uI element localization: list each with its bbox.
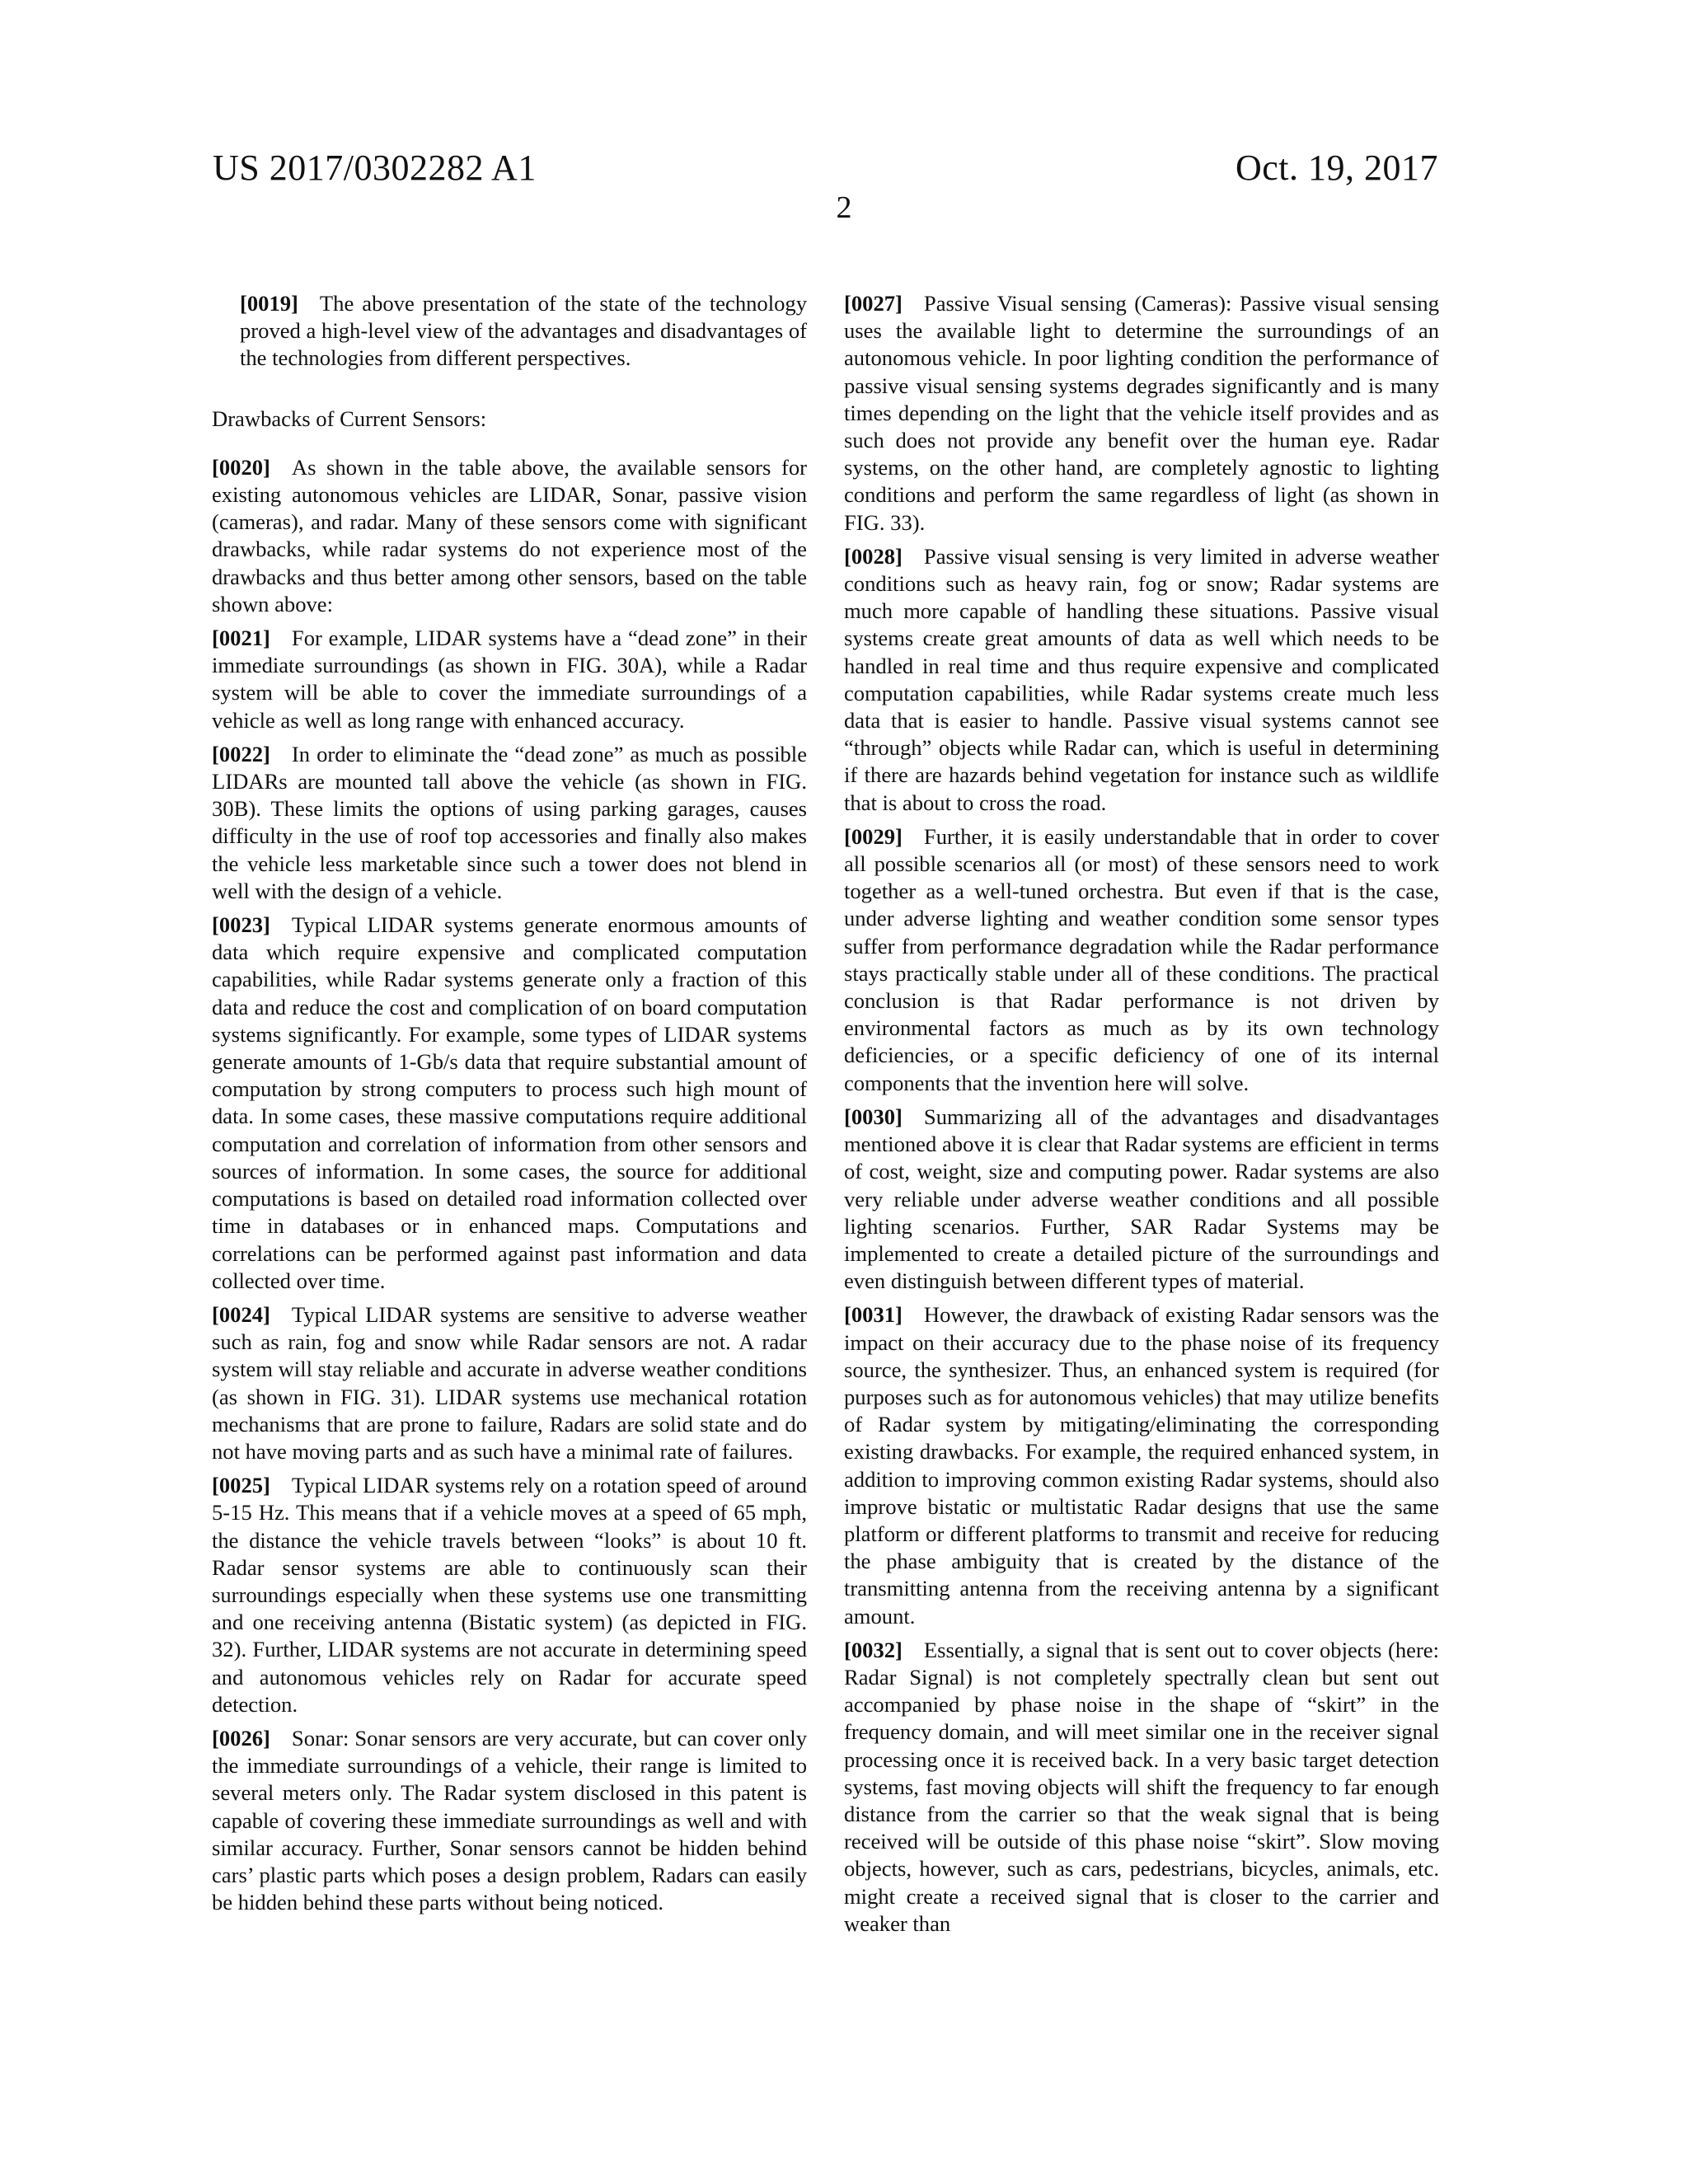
paragraph-text: As shown in the table above, the available sensors for existing autonomous vehicles are LIDAR, Sonar, passive vision (cameras), and radar. Many of these sensors come with significant drawbacks, while radar systems do not experience most of the drawbacks and thus better among other sensors, based on the table shown above: (212, 454, 807, 616)
paragraph-0026 (212, 1725, 807, 1916)
paragraph-0025 (212, 1472, 807, 1718)
paragraph-text: However, the drawback of existing Radar sensors was the impact on their accuracy due to the phase noise of its frequency source, the synthesizer. Thus, an enhanced system is required (for purposes such as for autonomous vehicles) that may utilize benefits of Radar system by mitigating/eliminating the corresponding existing drawbacks. For example, the required enhanced system, in addition to improving common existing Radar systems, should also improve bistatic or multistatic Radar designs that use the same platform or different platforms to transmit and receive for reducing the phase ambiguity that is created by the distance of the transmitting antenna from the receiving antenna by a significant amount. (844, 1302, 1439, 1629)
paragraph-number: [0020] (212, 454, 270, 480)
paragraph-0024 (212, 1301, 807, 1465)
left-column (212, 290, 807, 1923)
paragraph-number: [0027] (844, 291, 903, 316)
paragraph-0023 (212, 912, 807, 1295)
paragraph-number: [0030] (844, 1104, 903, 1129)
paragraph-number: [0022] (212, 741, 270, 766)
paragraph-number: [0025] (212, 1473, 270, 1498)
paragraph-number: [0019] (240, 291, 298, 316)
publication-date: Oct. 19, 2017 (1235, 148, 1438, 188)
paragraph-text: Summarizing all of the advantages and disadvantages mentioned above it is clear that Radar systems are efficient in terms of cost, weight, size and computing power. Radar systems are also very reliable under adverse weather conditions and all possible lighting scenarios. Further, SAR Radar Systems may be implemented to create a detailed picture of the surroundings and even distinguish between different types of material. (844, 1104, 1439, 1294)
paragraph-0028 (844, 543, 1439, 817)
paragraph-text: Typical LIDAR systems generate enormous amounts of data which require expensive and complicated computation capabilities, while Radar systems generate only a fraction of this data and reduce the cost and complication of on board computation systems significantly. For example, some types of LIDAR systems generate amounts of 1-Gb/s data that require substantial amount of computation by strong computers to process such high mount of data. In some cases, these massive computations require additional computation and correlation of information from other sensors and sources of information. In some cases, the source for additional computations is based on detailed road information collected over time in databases or in enhanced maps. Computations and correlations can be performed against past information and data collected over time. (212, 912, 807, 1293)
paragraph-0021 (212, 625, 807, 734)
page-number: 2 (836, 190, 852, 225)
paragraph-0029 (844, 823, 1439, 1097)
paragraph-text: Typical LIDAR systems are sensitive to adverse weather such as rain, fog and snow while Radar sensors are not. A radar system will stay reliable and accurate in adverse weather conditions (as shown in FIG. 31). LIDAR systems use mechanical rotation mechanisms that are prone to failure, Radars are solid state and do not have moving parts and as such have a minimal rate of failures. (212, 1301, 807, 1464)
paragraph-text: Typical LIDAR systems rely on a rotation speed of around 5-15 Hz. This means that if a vehicle moves at a speed of 65 mph, the distance the vehicle travels between “looks” is about 10 ft. Radar sensor systems are able to continuously scan their surroundings especially when these systems use one transmitting and one receiving antenna (Bistatic system) (as depicted in FIG. 32). Further, LIDAR systems are not accurate in determining speed and autonomous vehicles rely on Radar for accurate speed detection. (212, 1473, 807, 1717)
paragraph-number: [0023] (212, 912, 270, 938)
paragraph-0031 (844, 1301, 1439, 1629)
paragraph-0032 (844, 1637, 1439, 1938)
paragraph-number: [0028] (844, 543, 903, 569)
paragraph-0030 (844, 1104, 1439, 1295)
paragraph-text: For example, LIDAR systems have a “dead zone” in their immediate surroundings (as shown in FIG. 30A), while a Radar system will be able to cover the immediate surroundings of a vehicle as well as long range with enhanced accuracy. (212, 626, 807, 733)
paragraph-number: [0031] (844, 1302, 903, 1328)
paragraph-text: Essentially, a signal that is sent out to cover objects (here: Radar Signal) is not completely spectrally clean but sent out accompanied by phase noise in the shape of “skirt” in the frequency domain, and will meet similar one in the receiver signal processing once it is received back. In a very basic target detection systems, fast moving objects will shift the frequency to far enough distance from the carrier so that the weak signal that is being received will be outside of this phase noise “skirt”. Slow moving objects, however, such as cars, pedestrians, bicycles, animals, etc. might create a received signal that is closer to the carrier and weaker than (844, 1637, 1439, 1936)
section-heading: Drawbacks of Current Sensors: (212, 405, 487, 431)
right-column (844, 290, 1439, 1944)
paragraph-text: The above presentation of the state of the technology proved a high-level view of the advantages and disadvantages of the technologies from different perspectives. (240, 291, 807, 371)
paragraph-number: [0026] (212, 1725, 270, 1750)
page-header (213, 147, 1438, 196)
paragraph-number: [0024] (212, 1301, 270, 1327)
paragraph-0022 (212, 741, 807, 905)
paragraph-text: Further, it is easily understandable that in order to cover all possible scenarios all (or most) of these sensors need to work together as a well-tuned orchestra. But even if that is the case, under adverse lighting and weather condition some sensor types suffer from performance degradation while the Radar performance stays practically stable under all of these conditions. The practical conclusion is that Radar performance is not driven by environmental factors as much as by its own technology deficiencies, or a specific deficiency of one of its internal components that the invention here will solve. (844, 823, 1439, 1095)
paragraph-text: Passive visual sensing is very limited in adverse weather conditions such as heavy rain, fog or snow; Radar systems are much more capable of handling these situations. Passive visual systems create great amounts of data as well which needs to be handled in real time and thus require expensive and complicated computation capabilities, while Radar systems create much less data that is easier to handle. Passive visual systems cannot see “through” objects while Radar can, which is useful in determining if there are hazards behind vegetation for instance such as wildlife that is about to cross the road. (844, 543, 1439, 815)
publication-number: US 2017/0302282 A1 (213, 148, 537, 188)
paragraph-number: [0021] (212, 626, 270, 651)
paragraph-text: Sonar: Sonar sensors are very accurate, but can cover only the immediate surroundings of a vehicle, their range is limited to several meters only. The Radar system disclosed in this patent is capable of covering these immediate surroundings as well and with similar accuracy. Further, Sonar sensors cannot be hidden behind cars’ plastic parts which poses a design problem, Radars can easily be hidden behind these parts without being noticed. (212, 1725, 807, 1915)
paragraph-0020 (212, 454, 807, 618)
paragraph-text: Passive Visual sensing (Cameras): Passive visual sensing uses the available light to determine the surroundings of an autonomous vehicle. In poor lighting condition the performance of passive visual sensing systems degrades significantly and is many times depending on the light that the vehicle itself provides and as such does not provide any benefit over the human eye. Radar systems, on the other hand, are completely agnostic to lighting conditions and perform the same regardless of light (as shown in FIG. 33). (844, 291, 1439, 535)
paragraph-0019 (212, 290, 807, 373)
paragraph-number: [0032] (844, 1637, 903, 1662)
paragraph-0027 (844, 290, 1439, 537)
paragraph-number: [0029] (844, 823, 903, 849)
paragraph-text: In order to eliminate the “dead zone” as much as possible LIDARs are mounted tall above the vehicle (as shown in FIG. 30B). These limits the options of using parking garages, causes difficulty in the use of roof top accessories and finally also makes the vehicle less marketable since such a tower does not blend in well with the design of a vehicle. (212, 741, 807, 903)
